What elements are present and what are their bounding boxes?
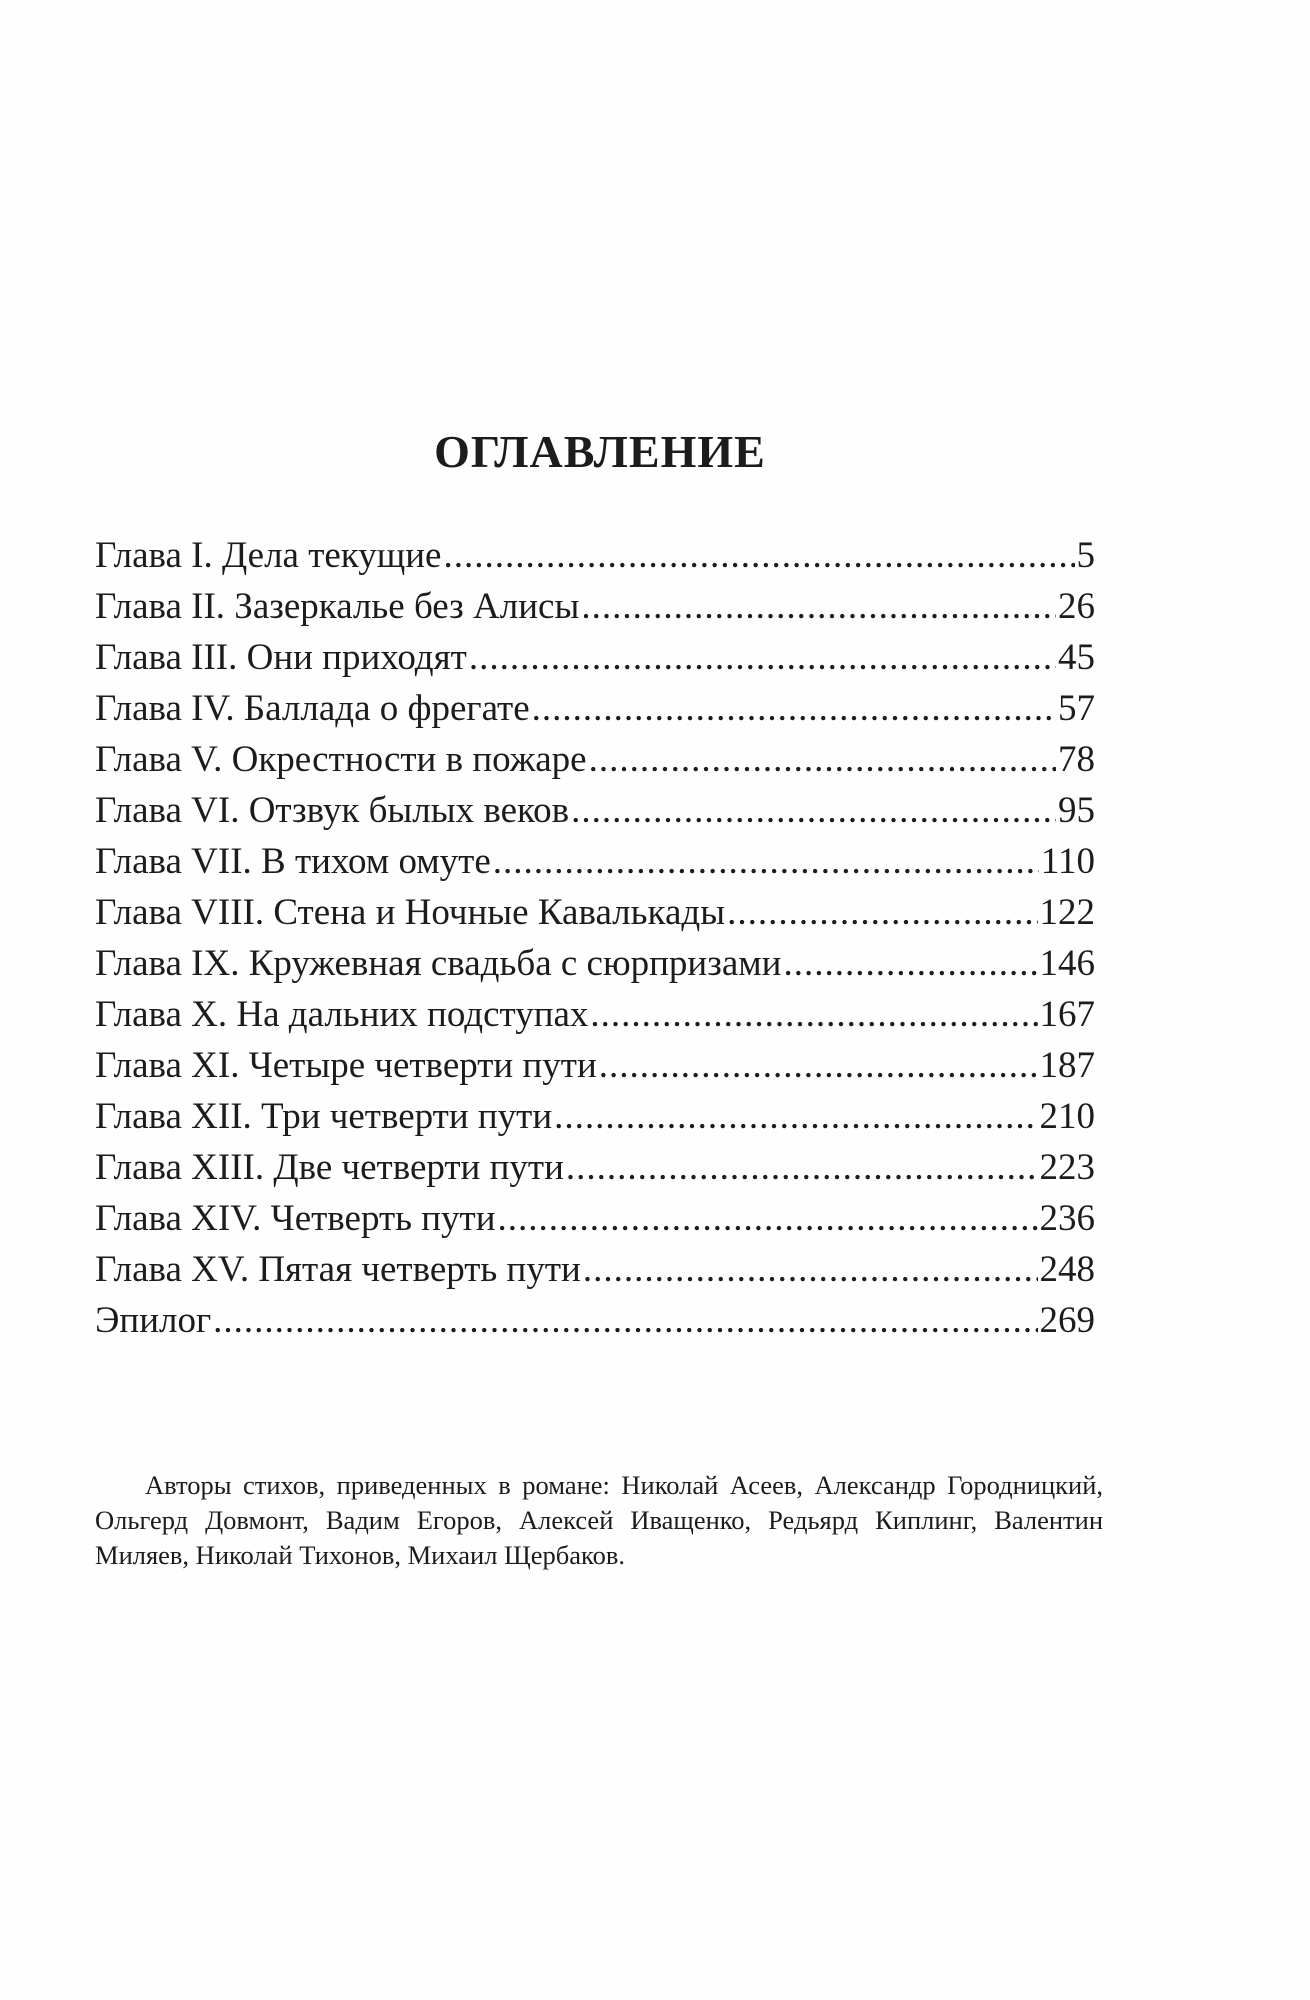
toc-leader-dots	[599, 1040, 1038, 1091]
toc-leader-dots	[493, 836, 1039, 887]
toc-leader-dots	[590, 989, 1037, 1040]
toc-leader-dots	[498, 1193, 1038, 1244]
toc-entry	[95, 530, 1095, 581]
toc-entry-page: 248	[1039, 1249, 1095, 1290]
toc-entry-page: 146	[1039, 943, 1095, 984]
toc-entry-page: 236	[1039, 1198, 1095, 1239]
toc-entry-label: Глава X. На дальних подступах	[95, 994, 589, 1035]
toc-entry	[95, 581, 1095, 632]
toc-entry-label: Глава I. Дела текущие	[95, 535, 442, 576]
table-of-contents	[95, 530, 1095, 1346]
toc-entry	[95, 1193, 1095, 1244]
toc-entry-label: Глава IV. Баллада о фрегате	[95, 688, 530, 729]
toc-entry-label: Глава II. Зазеркалье без Алисы	[95, 586, 580, 627]
toc-leader-dots	[443, 530, 1074, 581]
toc-entry	[95, 683, 1095, 734]
page-title: ОГЛАВЛЕНИЕ	[434, 426, 766, 477]
toc-entry	[95, 887, 1095, 938]
toc-leader-dots	[571, 785, 1056, 836]
toc-entry	[95, 836, 1095, 887]
toc-entry-page: 167	[1039, 994, 1095, 1035]
toc-entry-label: Глава VI. Отзвук былых веков	[95, 790, 570, 831]
toc-entry-label: Глава XI. Четыре четверти пути	[95, 1045, 597, 1086]
toc-entry-page: 57	[1058, 688, 1095, 729]
toc-entry	[95, 632, 1095, 683]
toc-entry-label: Глава V. Окрестности в пожаре	[95, 739, 587, 780]
toc-entry-label: Эпилог	[95, 1300, 212, 1341]
toc-entry	[95, 1295, 1095, 1346]
toc-leader-dots	[589, 734, 1056, 785]
toc-leader-dots	[566, 1142, 1038, 1193]
toc-entry	[95, 734, 1095, 785]
toc-leader-dots	[554, 1091, 1037, 1142]
toc-entry-page: 110	[1040, 841, 1095, 882]
toc-leader-dots	[727, 887, 1037, 938]
toc-entry-label: Глава XV. Пятая четверть пути	[95, 1249, 581, 1290]
toc-leader-dots	[583, 1244, 1038, 1295]
toc-entry	[95, 1142, 1095, 1193]
toc-entry-page: 26	[1058, 586, 1095, 627]
toc-leader-dots	[581, 581, 1056, 632]
toc-entry-label: Глава VII. В тихом омуте	[95, 841, 491, 882]
toc-leader-dots	[213, 1295, 1037, 1346]
toc-entry-page: 223	[1039, 1147, 1095, 1188]
toc-entry-page: 5	[1076, 535, 1095, 576]
toc-entry	[95, 938, 1095, 989]
toc-leader-dots	[469, 632, 1056, 683]
toc-entry-label: Глава IX. Кружевная свадьба с сюрпризами	[95, 943, 782, 984]
toc-leader-dots	[783, 938, 1037, 989]
toc-entry	[95, 1091, 1095, 1142]
toc-entry	[95, 1040, 1095, 1091]
toc-entry-label: Глава XII. Три четверти пути	[95, 1096, 553, 1137]
toc-entry-page: 95	[1058, 790, 1095, 831]
toc-entry-page: 45	[1058, 637, 1095, 678]
toc-entry-page: 187	[1039, 1045, 1095, 1086]
toc-leader-dots	[532, 683, 1056, 734]
toc-entry-page: 78	[1058, 739, 1095, 780]
toc-entry-page: 210	[1039, 1096, 1095, 1137]
toc-entry	[95, 1244, 1095, 1295]
toc-entry	[95, 989, 1095, 1040]
toc-entry-label: Глава VIII. Стена и Ночные Кавалькады	[95, 892, 726, 933]
toc-entry	[95, 785, 1095, 836]
poem-authors-note: Авторы стихов, приведенных в романе: Николай Асеев, Александр Городницкий, Ольгерд Довмонт, Вадим Егоров, Алексей Иващенко, Редьярд Киплинг, Валентин Миляев, Николай Тихонов, Михаил Щербаков.	[95, 1470, 1103, 1570]
toc-entry-label: Глава III. Они приходят	[95, 637, 467, 678]
toc-entry-page: 269	[1039, 1300, 1095, 1341]
toc-entry-label: Глава XIV. Четверть пути	[95, 1198, 496, 1239]
toc-entry-label: Глава XIII. Две четверти пути	[95, 1147, 564, 1188]
toc-entry-page: 122	[1039, 892, 1095, 933]
